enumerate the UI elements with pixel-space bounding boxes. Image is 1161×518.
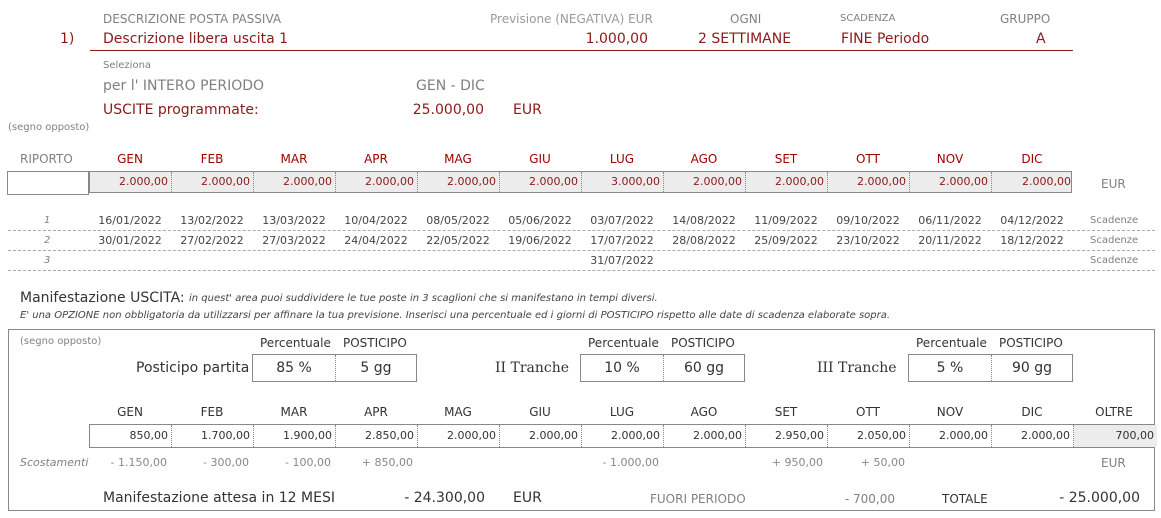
totale-value: - 25.000,00 — [1059, 490, 1140, 506]
gruppo-field[interactable]: A — [1036, 31, 1046, 47]
riporto-label: RIPORTO — [20, 152, 73, 166]
scadenze-suffix: Scadenze — [1090, 235, 1139, 246]
col-scad-header: SCADENZA — [840, 13, 896, 24]
segno-opposto-label: (segno opposto) — [8, 122, 90, 133]
perc-header-2: Percentuale — [588, 336, 659, 350]
scadenza-date: 13/02/2022 — [180, 214, 244, 227]
manifest-month-label-9: OTT — [856, 405, 880, 419]
prev-field[interactable]: 1.000,00 — [585, 31, 648, 47]
scadenze-suffix: Scadenze — [1090, 255, 1139, 266]
post-header-1: POSTICIPO — [343, 336, 407, 350]
month-value-10[interactable]: 2.000,00 — [910, 172, 992, 192]
col-prev-header: Previsione (NEGATIVA) EUR — [490, 12, 653, 26]
totale-label: TOTALE — [942, 492, 988, 506]
scadenza-date: 31/07/2022 — [590, 254, 654, 267]
month-value-9[interactable]: 2.000,00 — [828, 172, 910, 192]
col-ogni-header: OGNI — [730, 12, 762, 26]
month-label-3: APR — [364, 152, 388, 166]
scadenza-date: 19/06/2022 — [508, 234, 572, 247]
manifest-month-label-7: AGO — [690, 405, 718, 419]
month-value-0[interactable]: 2.000,00 — [90, 172, 172, 192]
month-label-11: DIC — [1021, 152, 1043, 166]
month-value-1[interactable]: 2.000,00 — [172, 172, 254, 192]
month-value-5[interactable]: 2.000,00 — [500, 172, 582, 192]
monthly-values-box — [89, 171, 1072, 193]
attesa-label: Manifestazione attesa in 12 MESI — [103, 490, 335, 506]
scadenze-suffix: Scadenze — [1090, 215, 1139, 226]
month-label-7: AGO — [690, 152, 718, 166]
manifest-month-label-12: OLTRE — [1095, 405, 1133, 419]
scadenza-date: 14/08/2022 — [672, 214, 736, 227]
month-value-7[interactable]: 2.000,00 — [664, 172, 746, 192]
manifest-value-1: 1.700,00 — [172, 425, 254, 447]
scostamento-value: + 950,00 — [771, 456, 823, 469]
scadenza-date: 24/04/2022 — [344, 234, 408, 247]
manifest-month-label-2: MAR — [280, 405, 308, 419]
month-label-2: MAR — [280, 152, 308, 166]
manifest-title: Manifestazione USCITA: — [20, 290, 185, 306]
scadenza-date: 13/03/2022 — [262, 214, 326, 227]
scadenza-date: 09/10/2022 — [836, 214, 900, 227]
manifest-value-7: 2.000,00 — [664, 425, 746, 447]
manifest-value-10: 2.000,00 — [910, 425, 992, 447]
scadenza-date: 10/04/2022 — [344, 214, 408, 227]
month-label-9: OTT — [856, 152, 880, 166]
post-header-2: POSTICIPO — [671, 336, 735, 350]
month-label-10: NOV — [936, 152, 964, 166]
scadenza-date: 11/09/2022 — [754, 214, 818, 227]
uscite-value: 25.000,00 — [412, 102, 484, 118]
tranche-1-days[interactable]: 5 gg — [360, 360, 392, 376]
uscite-currency: EUR — [513, 102, 542, 118]
desc-field[interactable]: Descrizione libera uscita 1 — [103, 31, 289, 47]
manifest-value-5: 2.000,00 — [500, 425, 582, 447]
row-index: 1) — [60, 31, 75, 47]
scadenza-date: 23/10/2022 — [836, 234, 900, 247]
scadenza-date: 08/05/2022 — [426, 214, 490, 227]
scadenza-date: 20/11/2022 — [918, 234, 982, 247]
manifest-value-8: 2.950,00 — [746, 425, 828, 447]
manifest-note1: in quest' area puoi suddividere le tue poste in 3 scaglioni che si manifestano in tempi diversi. — [189, 293, 658, 304]
scadenza-date: 16/01/2022 — [98, 214, 162, 227]
scostamento-value: - 1.000,00 — [602, 456, 659, 469]
riporto-input[interactable] — [7, 171, 89, 195]
date-row-divider — [8, 250, 1155, 252]
scadenza-date: 03/07/2022 — [590, 214, 654, 227]
tranche-3-perc[interactable]: 5 % — [936, 360, 964, 376]
perc-header-3: Percentuale — [916, 336, 987, 350]
month-value-6[interactable]: 3.000,00 — [582, 172, 664, 192]
period-selector[interactable]: per l' INTERO PERIODO — [103, 78, 265, 94]
month-value-3[interactable]: 2.000,00 — [336, 172, 418, 192]
date-row-label-2: 3 — [44, 255, 51, 266]
tranche-2-perc[interactable]: 10 % — [604, 360, 640, 376]
col-desc-header: DESCRIZIONE POSTA PASSIVA — [103, 12, 282, 26]
header-underline — [90, 50, 1073, 51]
months-currency: EUR — [1101, 177, 1126, 191]
panel-segno-label: (segno opposto) — [20, 336, 102, 347]
scadenza-date: 30/01/2022 — [98, 234, 162, 247]
month-label-4: MAG — [444, 152, 472, 166]
scadenza-date: 28/08/2022 — [672, 234, 736, 247]
manifest-month-label-3: APR — [364, 405, 388, 419]
manifest-month-label-4: MAG — [444, 405, 472, 419]
tranche-3-days[interactable]: 90 gg — [1011, 360, 1053, 376]
manifest-value-4: 2.000,00 — [418, 425, 500, 447]
tranche-3-inputs — [908, 354, 1073, 382]
col-gruppo-header: GRUPPO — [1000, 12, 1051, 26]
month-label-0: GEN — [117, 152, 143, 166]
scadenza-date: 25/09/2022 — [754, 234, 818, 247]
manifest-month-label-5: GIU — [529, 405, 551, 419]
manifest-month-label-10: NOV — [936, 405, 964, 419]
ogni-field[interactable]: 2 SETTIMANE — [698, 31, 792, 47]
scostamento-value: - 1.150,00 — [110, 456, 167, 469]
tranche-1-perc[interactable]: 85 % — [276, 360, 312, 376]
date-row-label-1: 2 — [44, 235, 51, 246]
fuori-label: FUORI PERIODO — [650, 492, 746, 506]
manifest-values-box — [89, 424, 1155, 448]
month-label-8: SET — [774, 152, 798, 166]
month-value-2[interactable]: 2.000,00 — [254, 172, 336, 192]
scadenza-date: 06/11/2022 — [918, 214, 982, 227]
tranche-2-days[interactable]: 60 gg — [683, 360, 725, 376]
manifest-value-11: 2.000,00 — [992, 425, 1074, 447]
manifest-month-label-11: DIC — [1021, 405, 1043, 419]
tranche-1-inputs — [252, 354, 417, 382]
month-value-4[interactable]: 2.000,00 — [418, 172, 500, 192]
date-row-divider — [8, 230, 1155, 232]
scostamento-value: - 100,00 — [285, 456, 331, 469]
manifest-value-2: 1.900,00 — [254, 425, 336, 447]
date-row-label-0: 1 — [44, 215, 51, 226]
scostamento-value: + 850,00 — [361, 456, 413, 469]
scad-field[interactable]: FINE Periodo — [841, 31, 930, 47]
manifest-month-label-8: SET — [774, 405, 798, 419]
month-label-6: LUG — [609, 152, 635, 166]
scadenza-date: 17/07/2022 — [590, 234, 654, 247]
scost-currency: EUR — [1101, 456, 1126, 470]
tranche-3-label: III Tranche — [817, 360, 897, 376]
scostamento-value: - 300,00 — [203, 456, 249, 469]
scadenza-date: 27/03/2022 — [262, 234, 326, 247]
scadenza-date: 05/06/2022 — [508, 214, 572, 227]
manifest-note2: E' una OPZIONE non obbligatoria da utilizzarsi per affinare la tua previsione. Inserisci una percentuale ed i giorni di POSTICIPO rispetto alle date di scadenza elaborate sopra. — [20, 310, 891, 321]
scadenza-date: 04/12/2022 — [1000, 214, 1064, 227]
date-row-divider — [8, 270, 1155, 272]
manifest-month-label-1: FEB — [200, 405, 224, 419]
attesa-value: - 24.300,00 — [404, 490, 485, 506]
scadenza-date: 22/05/2022 — [426, 234, 490, 247]
tranche-1-label: Posticipo partita — [136, 360, 250, 376]
tranche-2-label: II Tranche — [495, 360, 570, 376]
perc-header-1: Percentuale — [260, 336, 331, 350]
manifest-value-0: 850,00 — [90, 425, 172, 447]
scadenza-date: 18/12/2022 — [1000, 234, 1064, 247]
manifest-month-label-6: LUG — [609, 405, 635, 419]
manifest-value-9: 2.050,00 — [828, 425, 910, 447]
attesa-currency: EUR — [513, 490, 542, 506]
manifest-value-12: 700,00 — [1074, 425, 1157, 447]
scost-label: Scostamenti — [20, 456, 89, 469]
range-text: GEN - DIC — [416, 78, 485, 94]
fuori-value: - 700,00 — [844, 492, 895, 506]
manifest-month-label-0: GEN — [117, 405, 143, 419]
scostamento-value: + 50,00 — [860, 456, 905, 469]
month-label-5: GIU — [529, 152, 551, 166]
uscite-label: USCITE programmate: — [103, 102, 259, 118]
seleziona-label: Seleziona — [103, 60, 152, 71]
month-value-8[interactable]: 2.000,00 — [746, 172, 828, 192]
month-value-11[interactable]: 2.000,00 — [1022, 175, 1071, 188]
month-label-1: FEB — [200, 152, 224, 166]
scadenza-date: 27/02/2022 — [180, 234, 244, 247]
manifest-value-3: 2.850,00 — [336, 425, 418, 447]
tranche-2-inputs — [580, 354, 745, 382]
manifest-value-6: 2.000,00 — [582, 425, 664, 447]
post-header-3: POSTICIPO — [999, 336, 1063, 350]
